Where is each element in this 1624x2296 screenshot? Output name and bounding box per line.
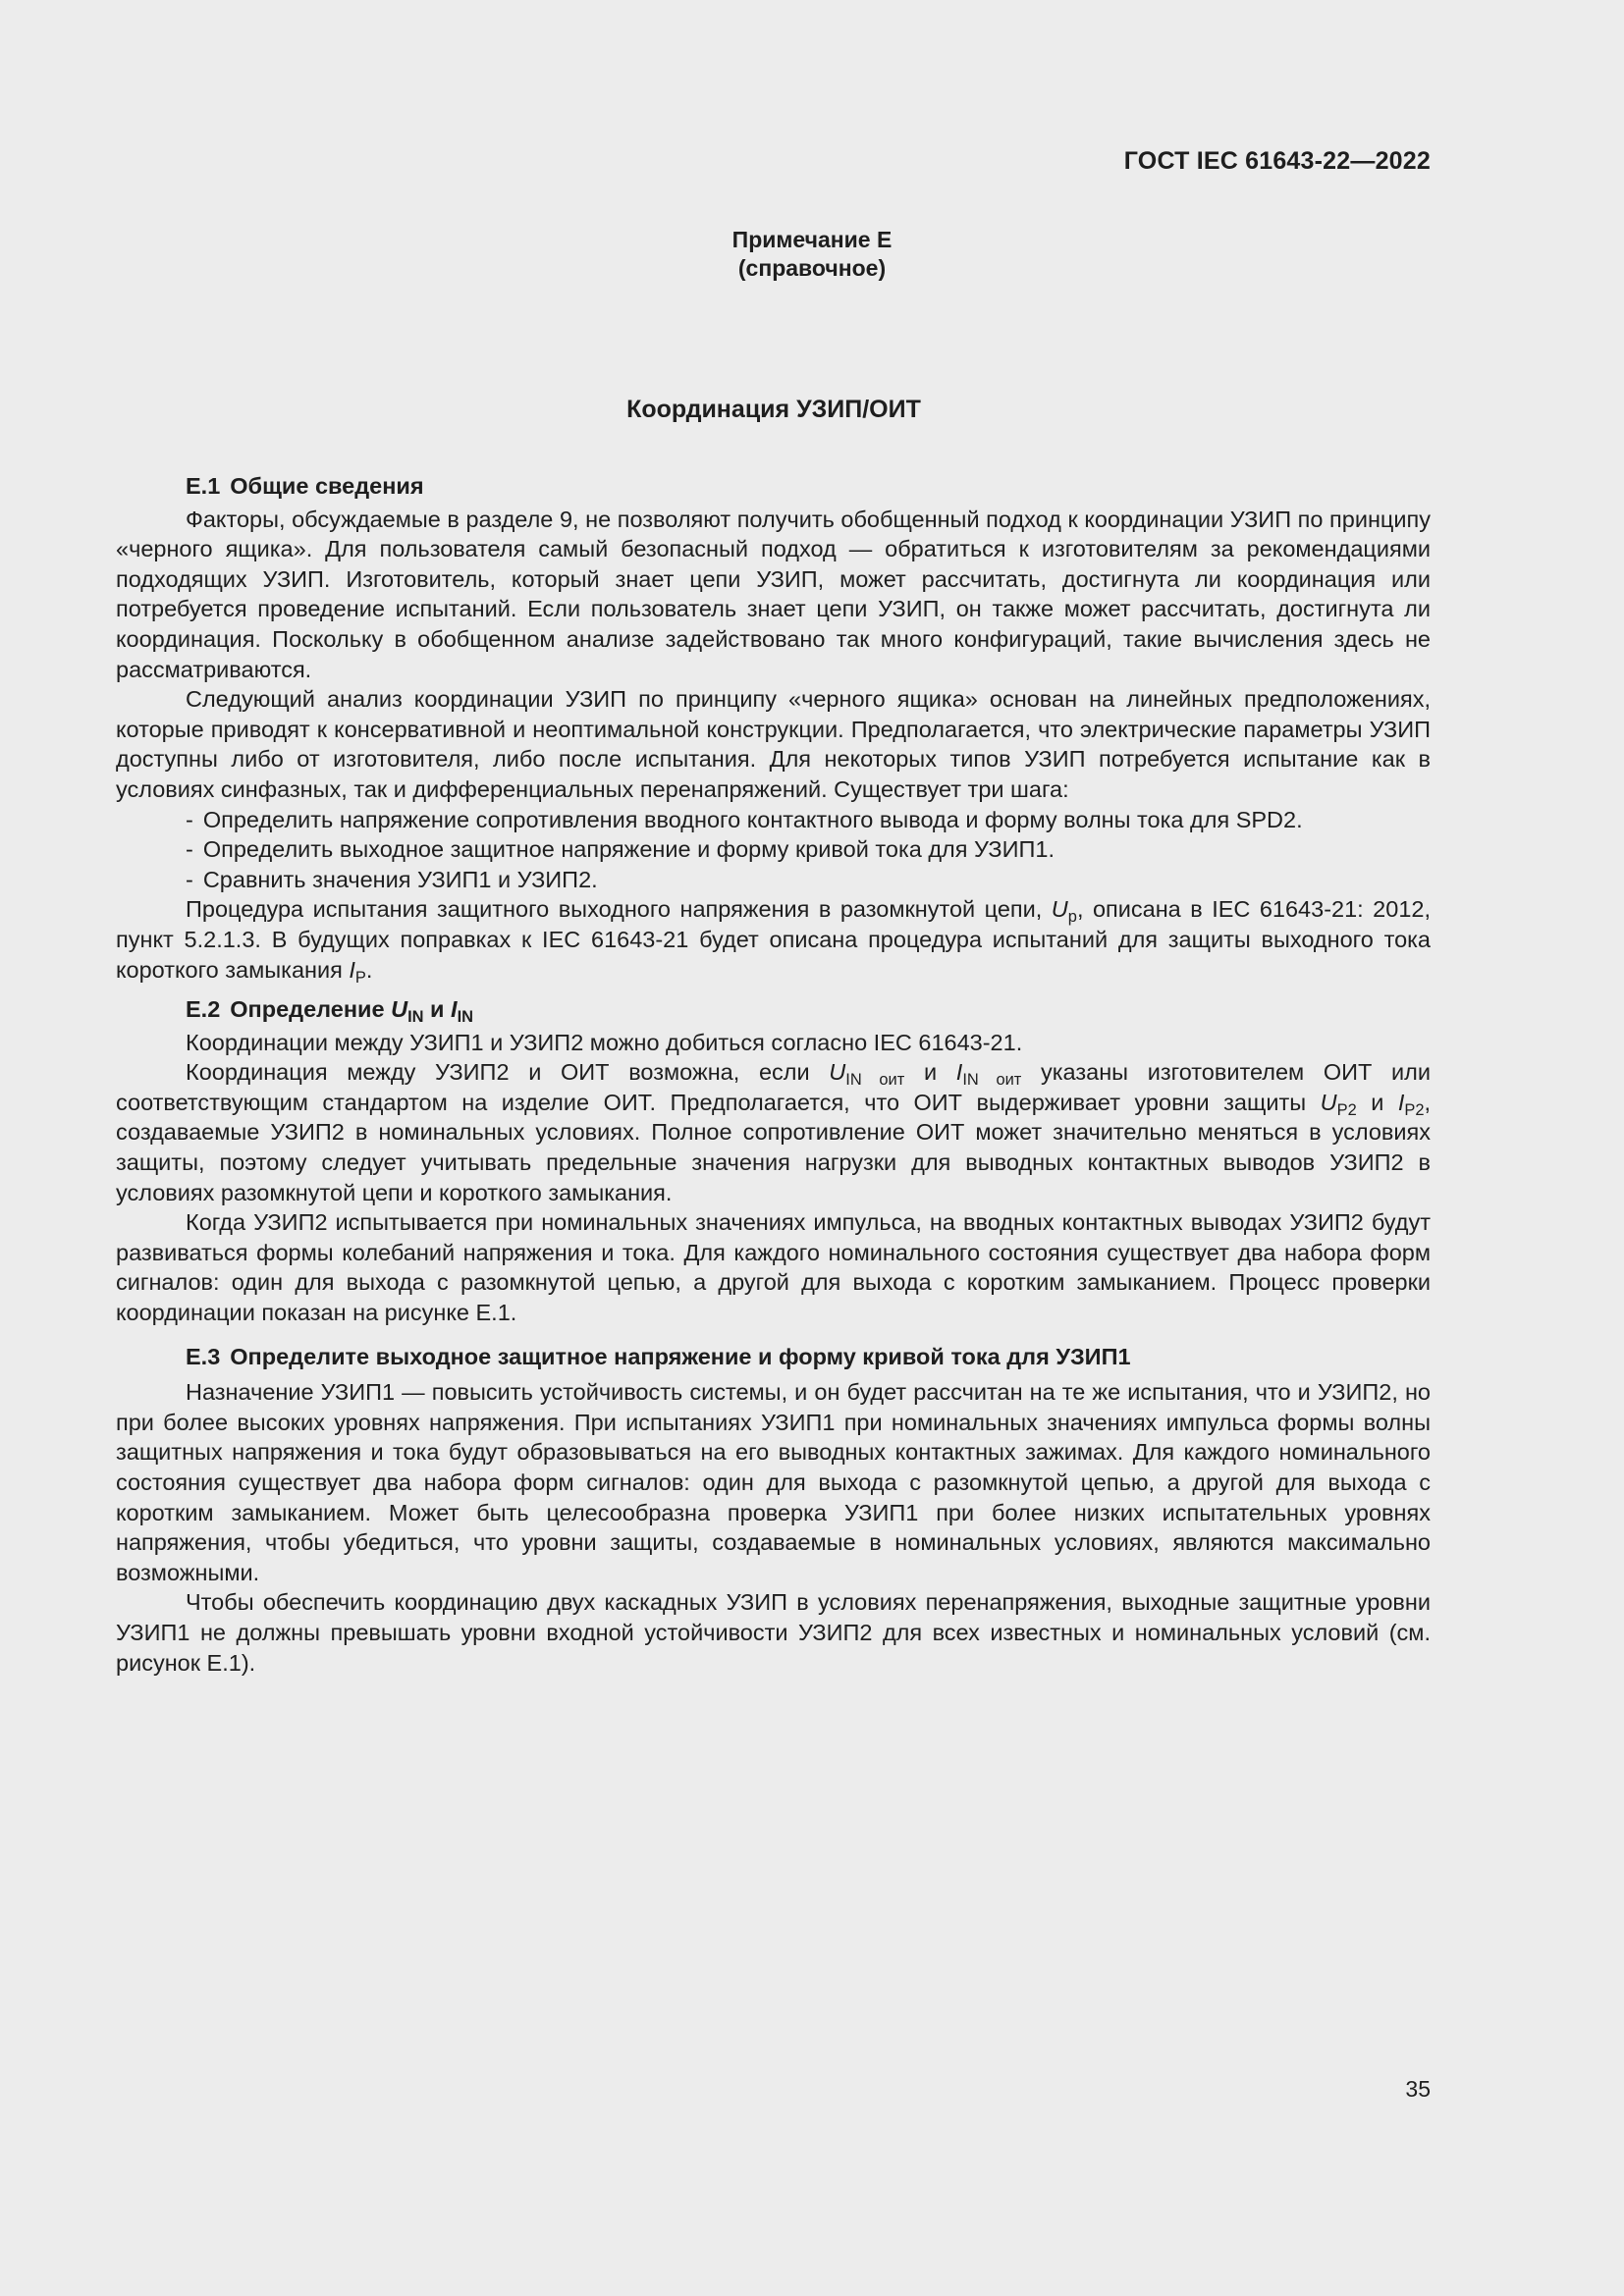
annex-type: (справочное)	[737, 255, 887, 281]
section-title: Общие сведения	[230, 473, 424, 499]
section-heading-e2: E.2 Определение $U_{IN}$ и $I_{IN}$	[186, 996, 473, 1027]
symbol-i: I	[349, 956, 355, 983]
paragraph: Когда УЗИП2 испытывается при номинальных значениях импульса, на вводных контактных выводах УЗИП2 будут развиваться формы колебаний напряжения и тока. Для каждого номинального состояния существует два набора форм сигналов: один для выхода с разомкнутой цепью, а другой для выхода с коротким замыканием. Процесс проверки координации показан на рисунке E.1.	[116, 1209, 1431, 1326]
paragraph: Следующий анализ координации УЗИП по принципу «черного ящика» основан на линейных предположениях, которые приводят к консервативной и неоптимальной конструкции. Предполагается, что электрические параметры УЗИП доступны либо от изготовителя, либо после испытания. Для некоторых типов УЗИП потребуется испытание как в условиях синфазных, так и дифференциальных перенапряжений. Существует три шага:	[116, 686, 1431, 802]
section-number: E.2	[186, 996, 221, 1023]
document-body	[116, 471, 1431, 1678]
paragraph: Назначение УЗИП1 — повысить устойчивость системы, и он будет рассчитан на те же испытания, что и УЗИП2, но при более высоких уровнях напряжения. При испытаниях УЗИП1 при номинальных значениях импульса формы волны защитных напряжения и тока будут образовываться на его выводных контактных зажимах. Для каждого номинального состояния существует два набора форм сигналов: один для выхода с разомкнутой цепью, а другой для выхода с коротким замыканием. Может быть целесообразна проверка УЗИП1 при более низких испытательных уровнях напряжения, чтобы убедиться, что уровни защиты, создаваемые в номинальных условиях, являются максимально возможными.	[116, 1379, 1431, 1585]
annex-label: Примечание E	[731, 227, 893, 252]
document-header: ГОСТ IEC 61643-22—2022	[1123, 147, 1431, 175]
symbol-u: U	[1051, 896, 1068, 923]
paragraph: Координации между УЗИП1 и УЗИП2 можно добиться согласно IEC 61643-21.	[186, 1029, 1023, 1055]
list-item: - Определить выходное защитное напряжение и форму кривой тока для УЗИП1.	[186, 836, 1055, 863]
page-number: 35	[1405, 2076, 1431, 2102]
annex-title	[0, 226, 1624, 283]
section-number: E.3	[186, 1343, 221, 1369]
section-title: Определите выходное защитное напряжение и форму кривой тока для УЗИП1	[230, 1343, 1131, 1369]
section-number: E.1	[186, 473, 221, 499]
paragraph: Координация между УЗИП2 и ОИТ возможна, если $U_{IN оит}$ и $I_{IN оит}$ указаны изготовителем ОИТ или соответствующим стандартом на изделие ОИТ. Предполагается, что ОИТ выдерживает уровни защиты $U_{P2}$ и $I_{P2}$, создаваемые УЗИП2 в номинальных условиях. Полное сопротивление ОИТ может значительно меняться в условиях защиты, поэтому следует учитывать предельные значения нагрузки для выводных контактных выводов УЗИП2 в условиях разомкнутой цепи и короткого замыкания.	[116, 1059, 1432, 1205]
list-dash: -	[186, 836, 193, 863]
paragraph: Процедура испытания защитного выходного напряжения в разомкнутой цепи, $U_p$, описана в IEC 61643-21: 2012, пункт 5.2.1.3. В будущих поправках к IEC 61643-21 будет описана процедура испытаний для защиты выходного тока короткого замыкания $I_P$.	[116, 896, 1431, 987]
paragraph: Чтобы обеспечить координацию двух каскадных УЗИП в условиях перенапряжения, выходные защитные уровни УЗИП1 не должны превышать уровни входной устойчивости УЗИП2 для всех известных и номинальных условий (см. рисунок E.1).	[116, 1589, 1431, 1676]
section-heading-e1	[116, 471, 1431, 502]
section-heading-e3	[116, 1342, 1431, 1372]
steps-list	[116, 805, 1431, 895]
list-dash: -	[186, 806, 193, 832]
paragraph: Факторы, обсуждаемые в разделе 9, не позволяют получить обобщенный подход к координации УЗИП по принципу «черного ящика». Для пользователя самый безопасный подход — обратиться к изготовителям за рекомендациями подходящих УЗИП. Изготовитель, который знает цепи УЗИП, может рассчитать, достигнута ли координация или потребуется проведение испытаний. Если пользователь знает цепи УЗИП, он также может рассчитать, достигнута ли координация. Поскольку в обобщенном анализе задействовано так много конфигураций, такие вычисления здесь не рассматриваются.	[116, 506, 1431, 682]
list-item: - Сравнить значения УЗИП1 и УЗИП2.	[186, 866, 598, 892]
list-item: - Определить напряжение сопротивления вводного контактного вывода и форму волны тока для SPD2.	[186, 806, 1303, 832]
page-title: Координация УЗИП/ОИТ	[626, 396, 921, 423]
list-dash: -	[186, 866, 193, 892]
